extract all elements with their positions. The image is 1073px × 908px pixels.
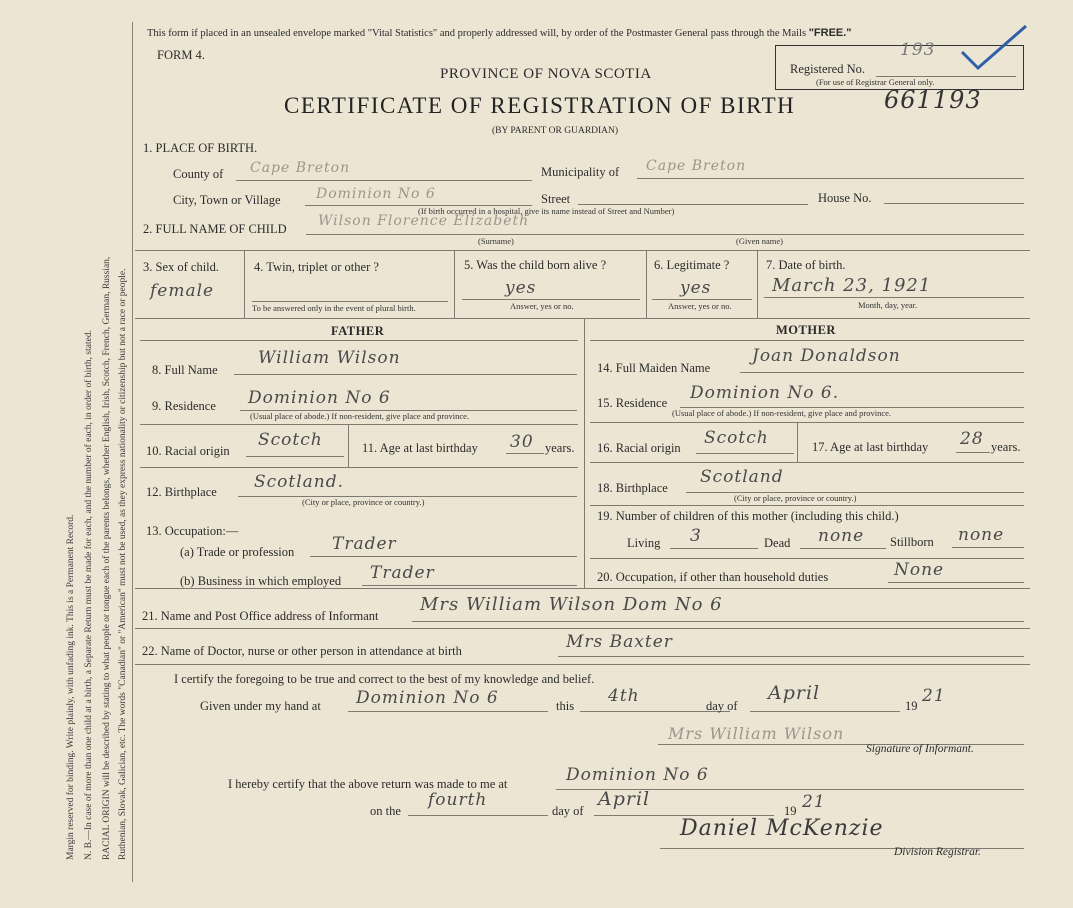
father-residence-label: 9. Residence <box>152 399 216 413</box>
child-name-label: 2. FULL NAME OF CHILD <box>143 222 287 236</box>
birth-date-label: 7. Date of birth. <box>766 258 846 272</box>
father-race-value: Scotch <box>258 430 323 450</box>
sex-value: female <box>150 281 215 301</box>
registered-number: 193 <box>900 40 936 60</box>
father-birthplace-note: (City or place, province or country.) <box>302 497 425 507</box>
twin-label: 4. Twin, triplet or other ? <box>254 260 379 274</box>
given-month-value: April <box>768 682 821 704</box>
registrar-label: Division Registrar. <box>894 846 981 858</box>
margin-note-multiple-births: N. B.—In case of more than one child at a birth, a Separate Return must be made for each, and the number of each, in order of birth, stated. <box>84 330 94 860</box>
stillborn-value: none <box>958 525 1005 545</box>
on-the-label: on the <box>370 804 401 818</box>
father-heading: FATHER <box>331 324 385 338</box>
born-alive-label: 5. Was the child born alive ? <box>464 258 607 272</box>
surname-note: (Surname) <box>478 236 514 246</box>
dead-value: none <box>818 526 865 546</box>
mother-race-value: Scotch <box>704 428 769 448</box>
doctor-value: Mrs Baxter <box>566 632 673 652</box>
father-age-label: 11. Age at last birthday <box>362 441 478 455</box>
hospital-note: (If birth occurred in a hospital, give its name instead of Street and Number) <box>418 206 675 216</box>
city-label: City, Town or Village <box>173 193 281 207</box>
mother-race-label: 16. Racial origin <box>597 441 681 455</box>
province-heading: PROVINCE OF NOVA SCOTIA <box>440 66 652 82</box>
county-label: County of <box>173 167 224 181</box>
legitimate-label: 6. Legitimate ? <box>654 258 730 272</box>
father-years-label: years. <box>545 441 575 455</box>
street-label: Street <box>541 192 571 206</box>
place-of-birth-heading: 1. PLACE OF BIRTH. <box>143 141 258 155</box>
informant-label: 21. Name and Post Office address of Informant <box>142 609 379 623</box>
municipality-label: Municipality of <box>541 165 620 179</box>
mother-name-value: Joan Donaldson <box>752 346 901 366</box>
father-birthplace-value: Scotland. <box>254 472 345 492</box>
county-value: Cape Breton <box>250 160 351 176</box>
registration-number-handwritten: 661193 <box>884 86 982 114</box>
municipality-value: Cape Breton <box>646 158 747 174</box>
certificate-title: CERTIFICATE OF REGISTRATION OF BIRTH <box>284 93 796 118</box>
father-business-label: (b) Business in which employed <box>180 574 342 588</box>
mother-age-value: 28 <box>960 429 984 449</box>
mother-residence-label: 15. Residence <box>597 396 668 410</box>
informant-signature: Mrs William Wilson <box>668 724 845 743</box>
mother-residence-note: (Usual place of abode.) If non-resident, give place and province. <box>672 408 892 418</box>
mother-occupation-value: None <box>894 560 945 580</box>
registered-label: Registered No. <box>790 62 865 76</box>
mother-birthplace-value: Scotland <box>700 467 784 487</box>
children-count-label: 19. Number of children of this mother (including this child.) <box>597 509 899 523</box>
father-trade-value: Trader <box>332 534 397 554</box>
return-month-value: April <box>598 788 651 810</box>
margin-note-nationality: Ruthenian, Slovak, Galician, etc. The words "Canadian" or "American" must not be used, as they express nationality or citizenship but not a race or people. <box>118 268 128 860</box>
born-alive-value: yes <box>505 278 537 298</box>
doctor-label: 22. Name of Doctor, nurse or other person in attendance at birth <box>142 644 462 658</box>
legitimate-note: Answer, yes or no. <box>668 301 732 311</box>
return-year-prefix: 19 <box>784 804 797 818</box>
living-label: Living <box>627 536 661 550</box>
mother-birthplace-note: (City or place, province or country.) <box>734 493 857 503</box>
check-mark-icon <box>960 22 1030 72</box>
mother-age-label: 17. Age at last birthday <box>812 440 929 454</box>
return-place-value: Dominion No 6 <box>566 765 709 785</box>
legitimate-value: yes <box>680 278 712 298</box>
year-prefix: 19 <box>905 699 918 713</box>
father-residence-value: Dominion No 6 <box>248 388 391 408</box>
return-day-of-label: day of <box>552 804 584 818</box>
house-no-label: House No. <box>818 191 872 205</box>
registrar-signature: Daniel McKenzie <box>680 816 884 841</box>
father-business-value: Trader <box>370 563 435 583</box>
father-residence-note: (Usual place of abode.) If non-resident, give place and province. <box>250 411 470 421</box>
twin-note: To be answered only in the event of plural birth. <box>252 303 416 313</box>
given-place-value: Dominion No 6 <box>356 688 499 708</box>
form-number: FORM 4. <box>157 48 205 62</box>
living-value: 3 <box>690 526 702 546</box>
mother-occupation-label: 20. Occupation, if other than household duties <box>597 570 829 584</box>
given-name-note: (Given name) <box>736 236 783 246</box>
mother-heading: MOTHER <box>776 323 836 337</box>
stillborn-label: Stillborn <box>890 535 934 549</box>
margin-note-racial-origin: RACIAL ORIGIN will be described by stating to what people or tongue each of the parents belongs, whether English, Irish, Scotch, French, German, Russian, <box>102 256 112 860</box>
given-day-value: 4th <box>608 686 640 706</box>
father-name-label: 8. Full Name <box>152 363 218 377</box>
registered-note: (For use of Registrar General only. <box>816 77 935 87</box>
sex-label: 3. Sex of child. <box>143 260 220 274</box>
this-label: this <box>556 699 575 713</box>
mother-name-label: 14. Full Maiden Name <box>597 361 711 375</box>
binding-margin-line <box>132 22 133 882</box>
father-birthplace-label: 12. Birthplace <box>146 485 217 499</box>
informant-signature-label: Signature of Informant. <box>866 743 974 755</box>
born-alive-note: Answer, yes or no. <box>510 301 574 311</box>
given-year-value: 21 <box>922 686 946 706</box>
father-name-value: William Wilson <box>258 348 401 368</box>
return-year-value: 21 <box>802 792 826 812</box>
father-race-label: 10. Racial origin <box>146 444 230 458</box>
certificate-subtitle: (BY PARENT OR GUARDIAN) <box>492 126 619 136</box>
mother-years-label: years. <box>991 440 1021 454</box>
birth-date-value: March 23, 1921 <box>772 275 932 296</box>
dead-label: Dead <box>764 536 791 550</box>
given-under-label: Given under my hand at <box>200 699 321 713</box>
child-name-value: Wilson Florence Elizabeth <box>318 213 530 229</box>
father-trade-label: (a) Trade or profession <box>180 545 295 559</box>
return-day-value: fourth <box>428 790 488 810</box>
father-occupation-label: 13. Occupation:— <box>146 524 239 538</box>
margin-note-binding: Margin reserved for binding. Write plainly, with unfading ink. This is a Permanent Record. <box>66 514 76 860</box>
mother-birthplace-label: 18. Birthplace <box>597 481 668 495</box>
postal-notice: This form if placed in an unsealed envelope marked "Vital Statistics" and properly addressed will, by order of the Postmaster General pass through the Mails "FREE." <box>147 27 852 39</box>
return-label: I hereby certify that the above return was made to me at <box>228 777 508 791</box>
day-of-label: day of <box>706 699 738 713</box>
mother-residence-value: Dominion No 6. <box>690 383 840 403</box>
city-value: Dominion No 6 <box>316 186 436 202</box>
informant-value: Mrs William Wilson Dom No 6 <box>420 594 723 615</box>
father-age-value: 30 <box>510 432 534 452</box>
certify-statement: I certify the foregoing to be true and correct to the best of my knowledge and belief. <box>174 672 595 686</box>
free-label: "FREE." <box>808 27 852 39</box>
birth-date-note: Month, day, year. <box>858 300 918 310</box>
